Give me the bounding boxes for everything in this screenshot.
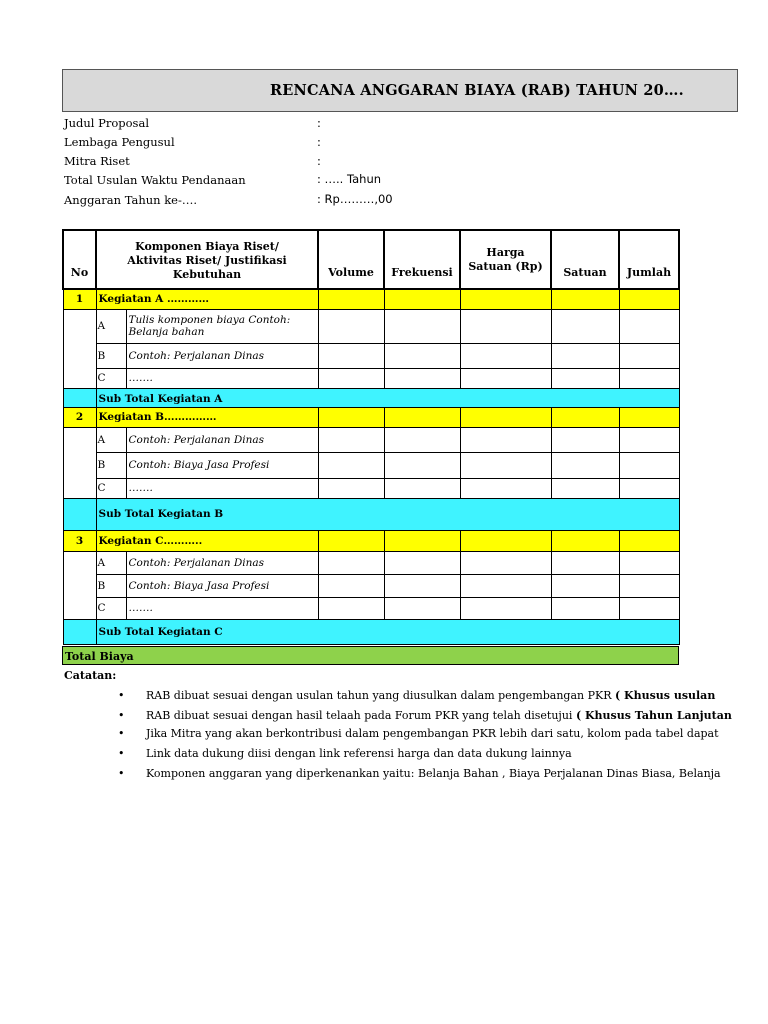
item-description: …….	[126, 368, 318, 388]
header-komponen: Komponen Biaya Riset/ Aktivitas Riset/ Justifikasi Kebutuhan	[96, 230, 318, 289]
header-frekuensi: Frekuensi	[384, 230, 460, 289]
item-row	[63, 597, 679, 619]
item-description: Contoh: Perjalanan Dinas	[126, 343, 318, 368]
meta-label-lembaga: Lembaga Pengusul	[64, 135, 175, 149]
meta-label-judul: Judul Proposal	[64, 116, 149, 130]
item-row	[63, 551, 679, 574]
group-title: Kegiatan C………..	[96, 530, 318, 551]
meta-value-waktu: : ….. Tahun	[317, 172, 382, 186]
group-row-a	[63, 289, 679, 309]
subtotal-row-a	[63, 388, 679, 407]
meta-value-lembaga: :	[317, 135, 321, 149]
subtotal-row-b	[63, 498, 679, 530]
bullet-icon: •	[118, 709, 125, 722]
meta-value-mitra: :	[317, 154, 321, 168]
item-row	[63, 478, 679, 498]
group-number: 3	[63, 530, 96, 551]
bullet-icon: •	[118, 747, 125, 760]
item-letter: A	[96, 309, 126, 343]
group-row-c	[63, 530, 679, 551]
note-item	[118, 709, 732, 722]
subtotal-label: Sub Total Kegiatan C	[96, 619, 679, 644]
item-description: Contoh: Perjalanan Dinas	[126, 427, 318, 452]
note-item	[118, 747, 572, 760]
note-emphasis: ( Khusus Tahun Lanjutan	[575, 709, 732, 722]
group-title: Kegiatan B……………	[96, 407, 318, 427]
group-title: Kegiatan A …………	[96, 289, 318, 309]
header-volume: Volume	[318, 230, 384, 289]
header-satuan: Satuan	[551, 230, 619, 289]
item-letter: C	[96, 597, 126, 619]
item-description: …….	[126, 597, 318, 619]
group-number: 2	[63, 407, 96, 427]
item-letter: A	[96, 427, 126, 452]
total-biaya-row: Total Biaya	[62, 646, 679, 665]
note-item	[118, 689, 715, 702]
page-title: RENCANA ANGGARAN BIAYA (RAB) TAHUN 20….	[270, 82, 684, 99]
item-letter: C	[96, 368, 126, 388]
bullet-icon: •	[118, 727, 125, 740]
item-letter: B	[96, 574, 126, 597]
group-number: 1	[63, 289, 96, 309]
item-description: Contoh: Biaya Jasa Profesi	[126, 574, 318, 597]
item-description: Contoh: Perjalanan Dinas	[126, 551, 318, 574]
note-item	[118, 767, 721, 780]
note-text: Jika Mitra yang akan berkontribusi dalam pengembangan PKR lebih dari satu, kolom pada tabel dapat	[146, 727, 719, 740]
note-emphasis: ( Khusus usulan	[615, 689, 716, 702]
meta-value-judul: :	[317, 116, 321, 130]
item-row	[63, 574, 679, 597]
meta-label-anggaran: Anggaran Tahun ke-….	[64, 193, 198, 207]
header-harga-satuan: Harga Satuan (Rp)	[460, 230, 551, 289]
header-jumlah: Jumlah	[619, 230, 679, 289]
header-no: No	[63, 230, 96, 289]
item-row	[63, 452, 679, 478]
rab-table	[62, 229, 680, 645]
bullet-icon: •	[118, 689, 125, 702]
item-row	[63, 368, 679, 388]
bullet-icon: •	[118, 767, 125, 780]
subtotal-row-c	[63, 619, 679, 644]
item-row	[63, 309, 679, 343]
item-letter: B	[96, 452, 126, 478]
item-letter: A	[96, 551, 126, 574]
note-text: RAB dibuat sesuai dengan usulan tahun yang diusulkan dalam pengembangan PKR	[146, 689, 616, 702]
group-row-b	[63, 407, 679, 427]
subtotal-label: Sub Total Kegiatan A	[96, 388, 679, 407]
item-row	[63, 343, 679, 368]
item-description: …….	[126, 478, 318, 498]
item-row	[63, 427, 679, 452]
note-text: RAB dibuat sesuai dengan hasil telaah pada Forum PKR yang telah disetujui	[146, 709, 576, 722]
catatan-heading: Catatan:	[64, 669, 117, 682]
meta-label-waktu: Total Usulan Waktu Pendanaan	[64, 173, 246, 187]
item-description: Tulis komponen biaya Contoh: Belanja bahan	[126, 309, 318, 343]
item-letter: B	[96, 343, 126, 368]
note-item	[118, 727, 719, 740]
item-description: Contoh: Biaya Jasa Profesi	[126, 452, 318, 478]
subtotal-label: Sub Total Kegiatan B	[96, 498, 679, 530]
meta-value-anggaran: : Rp………,00	[317, 192, 393, 206]
meta-label-mitra: Mitra Riset	[64, 154, 130, 168]
note-text: Link data dukung diisi dengan link referensi harga dan data dukung lainnya	[146, 747, 572, 760]
item-letter: C	[96, 478, 126, 498]
note-text: Komponen anggaran yang diperkenankan yaitu: Belanja Bahan , Biaya Perjalanan Dinas Biasa, Belanja	[146, 767, 721, 780]
